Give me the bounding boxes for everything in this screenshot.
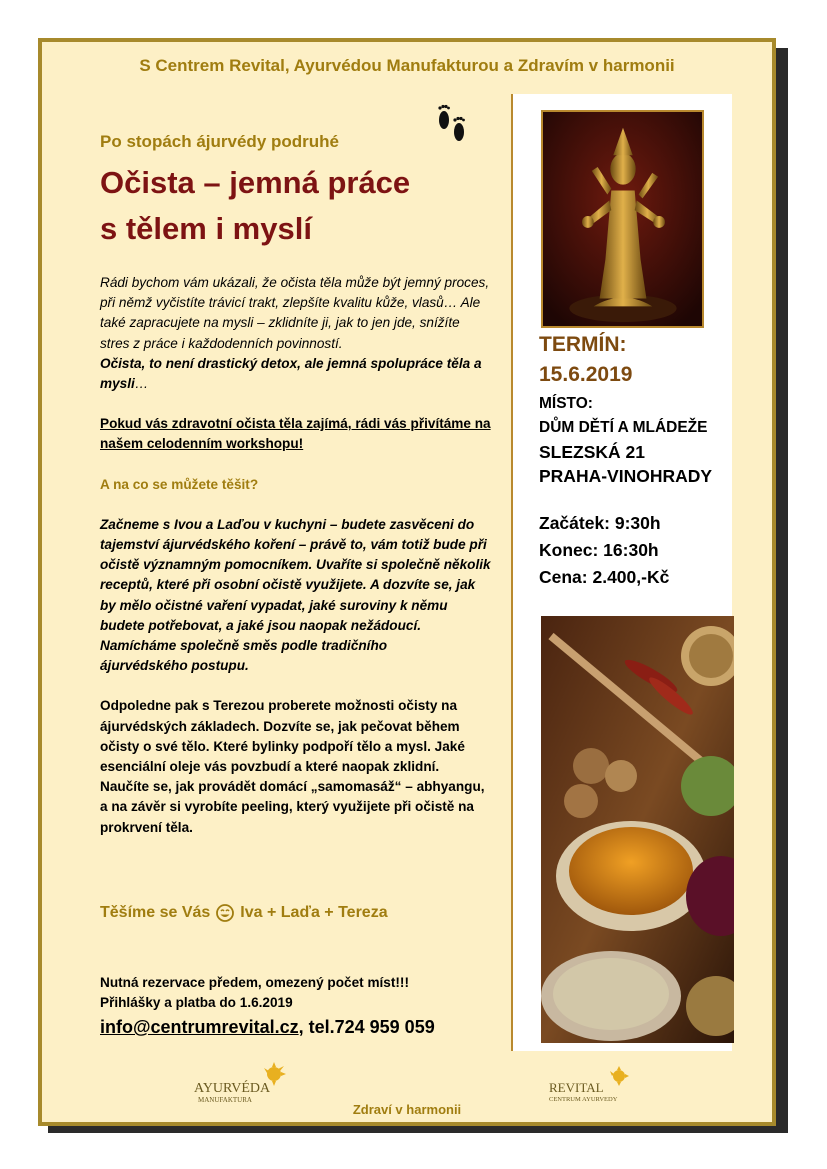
reservation-line-1: Nutná rezervace předem, omezený počet míst!!! bbox=[100, 975, 409, 990]
closing-right: Iva + Laďa + Tereza bbox=[240, 904, 388, 921]
intro-bold bbox=[100, 354, 492, 394]
intro-paragraph: Rádi bychom vám ukázali, že očista těla může být jemný proces, při němž vyčistíte trávicí trakt, zlepšíte kvalitu kůže, vlasů… Ale také zapracujete na mysli – zklidníte ji, jak to jen jde, snížíte stres z práce i každodenních povinností. bbox=[100, 275, 490, 351]
kitchen-paragraph: Začneme s Ivou a Laďou v kuchyni – budete zasvěceni do tajemství ájurvédského koření – právě to, vám totiž bude při očistě významným pomocníkem. Uvaříte si společně několik receptů, které při osobní očistě využijete. A dozvíte se, jak by mělo očistné vaření vypadat, jaké suroviny k němu budete potřebovat, a jaké jsou naopak nežádoucí. Namícháme společně směs podle tradičního bbox=[100, 516, 491, 654]
footer-text: Zdraví v harmonii bbox=[352, 1102, 462, 1117]
spices-image bbox=[541, 616, 734, 1043]
venue-name: DŮM DĚTÍ A MLÁDEŽE bbox=[539, 419, 708, 436]
misto-label: MÍSTO: bbox=[539, 395, 593, 412]
deity-statue-image bbox=[541, 110, 704, 328]
closing-line bbox=[100, 904, 388, 922]
header-text: S Centrem Revital, Ayurvédou Manufakturou a Zdravím v harmonii bbox=[139, 56, 675, 75]
start-time: Začátek: 9:30h bbox=[539, 513, 661, 533]
flyer-card bbox=[38, 38, 776, 1126]
contact-line bbox=[100, 1017, 435, 1038]
venue-city: PRAHA-VINOHRADY bbox=[539, 466, 713, 486]
reservation-info bbox=[100, 973, 409, 1013]
afternoon-paragraph: Odpoledne pak s Terezou proberete možnosti očisty na ájurvédských základech. Dozvíte se, jak pečovat během očisty o své tělo. Které bylinky podpoří tělo a mysl. Jaké esenciální oleje vás povzbudí a které naopak zklidní. Naučíte se, jak provádět domácí „samomasáž“ – abhyangu, a na závěr si vyrobíte peeling, který využijete při očistě na prokrvení těla. bbox=[100, 698, 485, 835]
price: Cena: 2.400,-Kč bbox=[539, 567, 670, 587]
question-heading: A na co se můžete těšit? bbox=[100, 476, 259, 492]
termin-date: 15.6.2019 bbox=[539, 363, 633, 386]
termin-label: TERMÍN: bbox=[539, 333, 627, 356]
ayurveda-manufaktura-logo bbox=[192, 1062, 302, 1106]
time-price-block bbox=[539, 510, 669, 591]
invite-paragraph: Pokud vás zdravotní očista těla zajímá, rádi vás přivítáme na našem celodenním workshopu! bbox=[100, 416, 491, 452]
intro-bold-main: Očista, to není drastický detox, ale jemná spolupráce těla a mysli bbox=[100, 355, 482, 392]
subtitle: Po stopách ájurvédy podruhé bbox=[100, 132, 339, 151]
venue-street: SLEZSKÁ 21 bbox=[539, 442, 645, 462]
page-title bbox=[100, 160, 500, 252]
logo-right-sub: CENTRUM AYURVEDY bbox=[549, 1096, 618, 1103]
date-block bbox=[539, 330, 632, 390]
reservation-line-2: Přihlášky a platba do 1.6.2019 bbox=[100, 995, 293, 1010]
logo-right-main: REVITAL bbox=[549, 1080, 604, 1095]
logo-left-main: AYURVÉDA bbox=[194, 1081, 271, 1096]
body-text bbox=[100, 273, 492, 838]
closing-left: Těšíme se Vás bbox=[100, 904, 211, 921]
kitchen-tail: ájurvédského postupu. bbox=[100, 658, 249, 674]
end-time: Konec: 16:30h bbox=[539, 540, 659, 560]
email-link[interactable]: info@centrumrevital.cz bbox=[100, 1017, 299, 1037]
venue-block bbox=[539, 392, 712, 488]
title-line-1: Očista – jemná práce bbox=[100, 165, 411, 200]
title-line-2: s tělem i myslí bbox=[100, 211, 312, 246]
smiley-icon bbox=[216, 904, 234, 922]
info-panel bbox=[511, 94, 732, 1051]
logo-left-sub: MANUFAKTURA bbox=[198, 1096, 252, 1104]
phone-text: , tel.724 959 059 bbox=[298, 1017, 435, 1037]
intro-bold-tail: … bbox=[134, 376, 149, 392]
revital-logo bbox=[547, 1066, 647, 1106]
footprints-icon bbox=[435, 102, 471, 146]
